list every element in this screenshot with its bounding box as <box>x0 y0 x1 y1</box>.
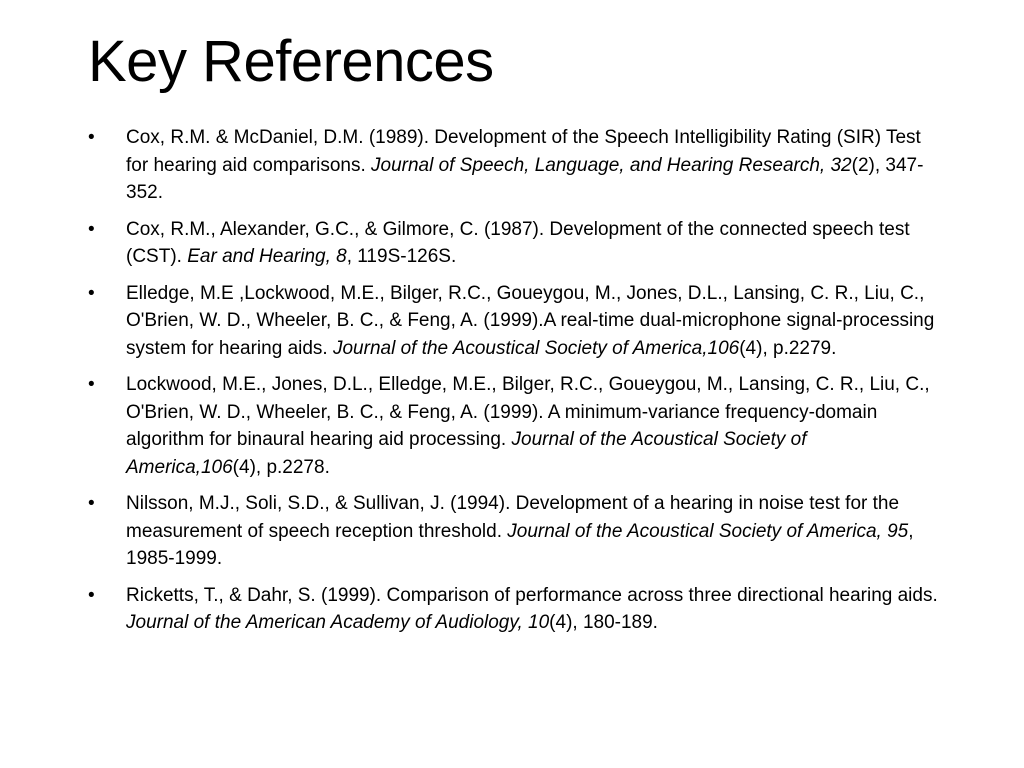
reference-journal: Journal of the American Academy of Audiology, 10 <box>126 612 550 633</box>
reference-text: Cox, R.M., Alexander, G.C., & Gilmore, C. (1987). Development of the connected speech test (CST). <box>126 218 910 267</box>
reference-details: (4), p.2279. <box>739 337 837 359</box>
bullet-icon: • <box>88 493 95 514</box>
reference-journal: Ear and Hearing, 8 <box>187 246 347 267</box>
reference-text: Cox, R.M. & McDaniel, D.M. (1989). Development of the Speech Intelligibility Rating (SIR) Test for hearing aid comparisons. <box>126 127 921 176</box>
bullet-icon: • <box>88 282 95 304</box>
reference-item <box>0 280 938 363</box>
bullet-icon: • <box>88 218 95 240</box>
reference-details: (4), 180-189. <box>549 612 658 633</box>
reference-journal: Journal of Speech, Language, and Hearing Research, 32 <box>371 154 852 176</box>
reference-journal: Journal of the Acoustical Society of America,106 <box>332 337 740 359</box>
reference-item <box>0 124 938 207</box>
reference-details: , 119S-126S. <box>346 246 457 267</box>
reference-text: Ricketts, T., & Dahr, S. (1999). Comparison of performance across three directional hearing aids. <box>126 584 938 606</box>
reference-item <box>0 490 938 573</box>
reference-journal: Journal of the Acoustical Society of America, 95 <box>507 520 909 542</box>
reference-text: Lockwood, M.E., Jones, D.L., Elledge, M.E., Bilger, R.C., Goueygou, M., Lansing, C. R., Liu, C., O'Brien, W. D., Wheeler, B. C., & Feng, A. (1999). A minimum-variance frequency-domain algorithm for binaural hearing aid processing. <box>126 374 930 450</box>
reference-list <box>0 124 1024 646</box>
reference-item <box>0 216 938 271</box>
reference-text: Elledge, M.E ,Lockwood, M.E., Bilger, R.C., Goueygou, M., Jones, D.L., Lansing, C. R., Liu, C., O'Brien, W. D., Wheeler, B. C., & Feng, A. (1999).A real-time dual-microphone signal-processing system for hearing aids. <box>126 282 935 359</box>
reference-item <box>0 582 938 637</box>
reference-text: Nilsson, M.J., Soli, S.D., & Sullivan, J. (1994). Development of a hearing in noise test for the measurement of speech reception threshold. <box>126 493 900 542</box>
slide-title: Key References <box>88 29 494 94</box>
reference-details: (2), 347-352. <box>126 154 924 203</box>
reference-details: , 1985-1999. <box>126 520 914 569</box>
bullet-icon: • <box>88 127 95 148</box>
reference-item <box>0 371 938 481</box>
reference-journal: Journal of the Acoustical Society of America,106 <box>126 429 807 478</box>
bullet-icon: • <box>88 374 95 395</box>
bullet-icon: • <box>88 584 95 606</box>
reference-details: (4), p.2278. <box>232 456 330 478</box>
